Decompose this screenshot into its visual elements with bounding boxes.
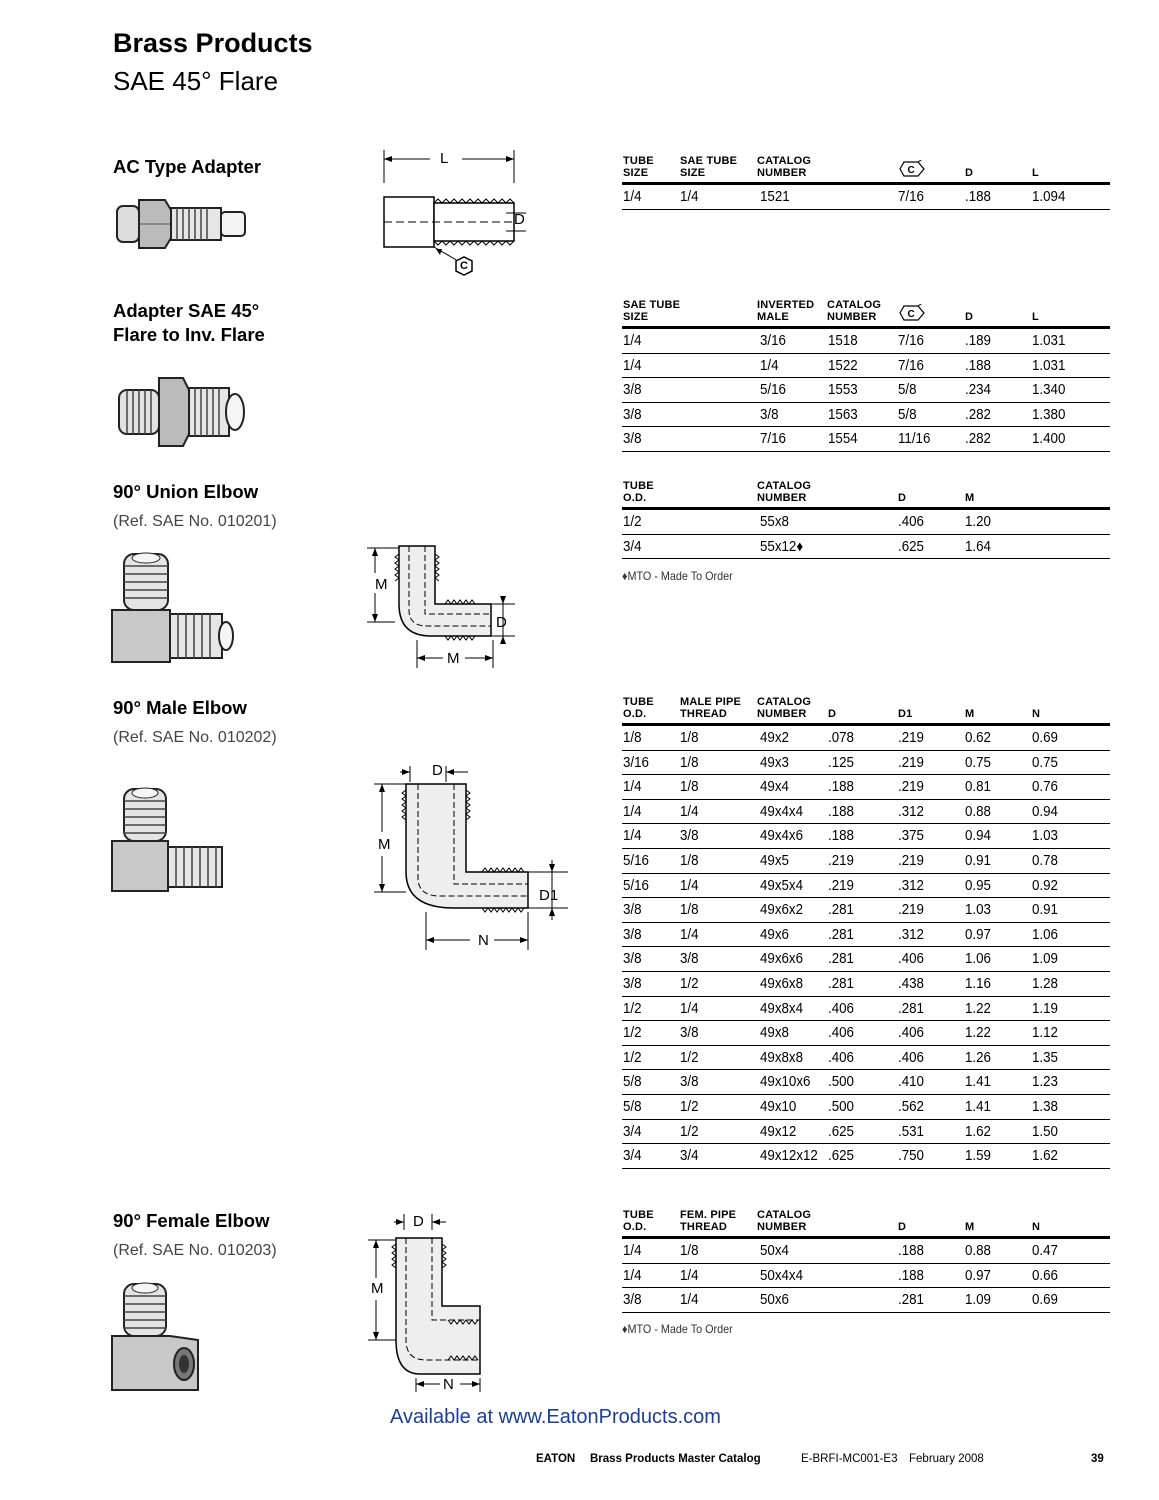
table-cell: .219 [898,852,924,869]
table-cell: 3/8 [680,1025,699,1042]
table-cell: 1/8 [623,730,642,746]
table-cell: 1.41 [965,1074,991,1091]
table-row [622,751,1110,776]
table-cell: 1/2 [680,1123,699,1140]
table-cell: 3/8 [680,951,699,968]
table-row [622,1144,1110,1169]
table-cell: 49x4 [760,779,789,796]
table-row [622,535,1110,560]
table-cell: 1/2 [623,1049,642,1066]
table-cell: 3/4 [623,1148,642,1165]
table-cell: 5/16 [623,852,649,869]
table-row [622,427,1110,452]
table-cell: 1/4 [623,357,642,374]
table-cell: 1/4 [680,877,699,894]
page-title: Brass Products [113,28,313,58]
table-cell: 50x4 [760,1243,789,1259]
table-header: TUBE O.D. FEM. PIPE THREAD CATALOG NUMBER D M N [622,1209,1110,1239]
table-cell: 1521 [760,189,790,205]
table-cell: 0.91 [965,852,991,869]
table-cell: 1.59 [965,1148,991,1165]
table-cell: 49x10 [760,1098,797,1115]
table-cell: 49x10x6 [760,1074,811,1091]
section-title-female-elbow: 90° Female Elbow [113,1210,270,1231]
table-cell: .219 [898,730,924,746]
dim-label-L: L [440,150,449,167]
inv-flare-table [622,299,1110,452]
table-cell: .219 [828,852,854,869]
table-cell: 49x5 [760,852,789,869]
table-row [622,1095,1110,1120]
table-cell: .282 [965,431,991,448]
table-cell: .406 [828,1000,854,1017]
table-cell: 1/8 [680,754,699,771]
table-cell: .189 [965,333,991,349]
section-title-ac-adapter: AC Type Adapter [113,156,262,177]
table-row [622,1288,1110,1313]
table-cell: 11/16 [898,431,931,448]
table-cell: 1/4 [760,357,779,374]
table-row [622,1021,1110,1046]
table-cell: 1554 [828,431,858,448]
table-cell: 1522 [828,357,858,374]
table-cell: .188 [828,803,854,820]
table-cell: 1553 [828,382,858,399]
table-cell: 1/8 [680,779,699,796]
table-row [622,378,1110,403]
table-cell: .406 [828,1025,854,1042]
table-cell: 0.66 [1032,1267,1058,1284]
hex-nut-icon [898,160,926,178]
table-cell: 1/4 [623,828,642,845]
section-title-union-elbow: 90° Union Elbow [113,481,259,502]
dim-label-D: D [432,762,443,779]
table-header: TUBE SIZE SAE TUBE SIZE CATALOG NUMBER C D L [622,155,1110,185]
table-cell: 1.06 [965,951,991,968]
table-cell: 1.16 [965,975,991,992]
table-row [622,1239,1110,1264]
table-cell: 55x8 [760,514,789,530]
table-cell: .500 [828,1098,854,1115]
table-cell: .282 [965,406,991,423]
table-cell: 0.81 [965,779,991,796]
table-cell: 49x5x4 [760,877,804,894]
table-cell: 1.62 [1032,1148,1058,1165]
ac-adapter-table [622,155,1110,210]
section-title-inv-flare: Adapter SAE 45° Flare to Inv. Flare [113,300,265,345]
dim-label-M: M [447,650,460,667]
female-elbow-image [108,1280,218,1395]
table-cell: 7/16 [898,189,924,205]
footer-catalog: Brass Products Master Catalog [590,1453,761,1465]
table-cell: 3/4 [623,1123,642,1140]
table-cell: 1.38 [1032,1098,1058,1115]
table-cell: 7/16 [760,431,786,448]
table-cell: 3/8 [680,1074,699,1091]
table-cell: 0.97 [965,926,991,943]
table-cell: .188 [828,828,854,845]
table-cell: 3/16 [623,754,649,771]
table-cell: 1/4 [623,779,642,796]
table-cell: 55x12♦ [760,538,804,555]
table-cell: 1/4 [623,1267,642,1284]
dim-label-D: D [496,614,507,631]
table-cell: .188 [965,189,991,205]
table-cell: 1/2 [680,975,699,992]
table-cell: 0.75 [965,754,991,771]
dim-label-M: M [375,576,388,593]
table-row [622,923,1110,948]
table-cell: .188 [828,779,854,796]
table-cell: 0.75 [1032,754,1058,771]
table-row [622,947,1110,972]
table-cell: 3/4 [623,538,642,555]
page-number: 39 [1091,1453,1104,1465]
table-row [622,997,1110,1022]
table-row [622,185,1110,210]
female-elbow-ref: (Ref. SAE No. 010203) [113,1242,277,1259]
table-cell: .375 [898,828,924,845]
table-row [622,1046,1110,1071]
footer-code: E-BRFI-MC001-E3 [801,1453,898,1465]
table-cell: 1/4 [680,189,699,205]
footer-date: February 2008 [909,1453,984,1465]
table-cell: 1.20 [965,514,991,530]
table-cell: 1/8 [680,852,699,869]
table-cell: .312 [898,926,924,943]
table-cell: 1/2 [680,1049,699,1066]
table-cell: 1/4 [680,1000,699,1017]
table-cell: 1.19 [1032,1000,1058,1017]
table-cell: 5/8 [623,1098,642,1115]
table-cell: 0.94 [1032,803,1058,820]
table-row [622,354,1110,379]
table-row [622,898,1110,923]
table-cell: 49x4x4 [760,803,804,820]
table-cell: .562 [898,1098,924,1115]
table-cell: 50x4x4 [760,1267,804,1284]
table-cell: .406 [898,951,924,968]
table-cell: 49x4x6 [760,828,804,845]
table-cell: 49x12 [760,1123,797,1140]
table-cell: .406 [898,514,924,530]
table-cell: 49x8x4 [760,1000,804,1017]
union-elbow-ref: (Ref. SAE No. 010201) [113,513,277,530]
table-cell: 1.41 [965,1098,991,1115]
table-cell: .625 [828,1148,854,1165]
table-cell: 1/2 [623,1025,642,1042]
table-cell: .188 [965,357,991,374]
dim-label-D: D [413,1213,424,1230]
table-row [622,874,1110,899]
table-cell: 1/4 [623,189,642,205]
table-cell: 1.03 [1032,828,1058,845]
table-cell: .406 [898,1025,924,1042]
table-cell: 49x6x8 [760,975,804,992]
table-cell: 1/4 [680,1292,699,1309]
table-cell: 1518 [828,333,858,349]
union-elbow-image [108,550,238,670]
dim-label-N: N [443,1376,454,1393]
table-row [622,1264,1110,1289]
table-cell: 0.95 [965,877,991,894]
table-cell: 49x6x6 [760,951,804,968]
male-elbow-diagram [370,760,570,960]
male-elbow-ref: (Ref. SAE No. 010202) [113,729,277,746]
ac-adapter-image [113,190,253,260]
table-header: TUBE O.D. MALE PIPE THREAD CATALOG NUMBER D D1 M N [622,696,1110,726]
dim-label-D: D [514,211,525,228]
table-cell: .281 [828,902,854,919]
table-cell: 0.69 [1032,730,1058,746]
table-cell: 0.88 [965,803,991,820]
table-cell: 1.23 [1032,1074,1058,1091]
table-cell: .281 [828,926,854,943]
table-cell: 3/16 [760,333,786,349]
footer-brand: EATON [536,1453,576,1465]
table-row [622,510,1110,535]
dim-label-C: C [460,260,468,272]
table-cell: 5/8 [623,1074,642,1091]
table-cell: 49x3 [760,754,789,771]
table-cell: 0.88 [965,1243,991,1259]
table-cell: .078 [828,730,854,746]
table-cell: 3/8 [623,1292,642,1309]
table-cell: 1.64 [965,538,991,555]
table-cell: .281 [828,951,854,968]
table-cell: 0.91 [1032,902,1058,919]
table-cell: .625 [898,538,924,555]
table-cell: 1.09 [1032,951,1058,968]
table-row [622,824,1110,849]
table-cell: 1/2 [623,514,642,530]
dim-label-M: M [371,1280,384,1297]
table-row [622,800,1110,825]
table-cell: 49x6x2 [760,902,804,919]
table-cell: 1.031 [1032,333,1066,349]
table-cell: 1.340 [1032,382,1066,399]
page-subtitle: SAE 45° Flare [113,66,279,96]
female-elbow-table [622,1209,1110,1336]
table-cell: 1.380 [1032,406,1066,423]
table-cell: 1/4 [680,1267,699,1284]
table-cell: .312 [898,877,924,894]
table-cell: .219 [898,779,924,796]
table-cell: 1/4 [623,1243,642,1259]
female-elbow-diagram [360,1210,500,1395]
table-cell: 1.03 [965,902,991,919]
table-row [622,849,1110,874]
table-cell: 3/8 [623,975,642,992]
table-cell: 3/8 [623,431,642,448]
table-cell: 50x6 [760,1292,789,1309]
table-cell: .188 [898,1243,924,1259]
table-cell: 3/8 [623,926,642,943]
table-cell: 1.094 [1032,189,1066,205]
table-cell: 0.69 [1032,1292,1058,1309]
table-cell: 0.94 [965,828,991,845]
table-cell: 5/8 [898,406,917,423]
table-cell: 7/16 [898,333,924,349]
table-cell: 7/16 [898,357,924,374]
table-cell: .281 [898,1000,924,1017]
union-elbow-table [622,480,1110,583]
table-cell: 3/8 [623,406,642,423]
table-cell: 0.97 [965,1267,991,1284]
table-cell: 3/8 [760,406,779,423]
male-elbow-table [622,696,1110,1169]
table-cell: 0.76 [1032,779,1058,796]
table-row [622,1120,1110,1145]
table-cell: 49x8x8 [760,1049,804,1066]
inv-flare-adapter-image [113,372,248,452]
table-cell: .219 [898,754,924,771]
table-cell: .219 [828,877,854,894]
svg-text:C: C [907,165,915,176]
table-cell: .406 [828,1049,854,1066]
table-cell: .531 [898,1123,924,1140]
table-cell: .281 [828,975,854,992]
table-cell: 0.47 [1032,1243,1058,1259]
table-cell: .438 [898,975,924,992]
table-cell: 1.50 [1032,1123,1058,1140]
table-cell: .625 [828,1123,854,1140]
table-row [622,329,1110,354]
dim-label-N: N [478,932,489,949]
table-cell: 1.62 [965,1123,991,1140]
table-cell: 5/8 [898,382,917,399]
table-cell: .750 [898,1148,924,1165]
table-cell: 1/2 [623,1000,642,1017]
table-cell: 1/8 [680,902,699,919]
table-cell: .406 [898,1049,924,1066]
table-cell: 1/8 [680,1243,699,1259]
table-cell: 1.22 [965,1000,991,1017]
table-row [622,972,1110,997]
table-cell: .281 [898,1292,924,1309]
table-cell: 1.06 [1032,926,1058,943]
table-cell: 1/4 [680,803,699,820]
table-cell: .125 [828,754,854,771]
table-cell: 0.62 [965,730,991,746]
table-row [622,403,1110,428]
table-cell: .312 [898,803,924,820]
hex-nut-icon [898,304,926,322]
table-row [622,726,1110,751]
table-cell: 1.22 [965,1025,991,1042]
dim-label-D1: D1 [539,887,559,904]
table-header: TUBE O.D. CATALOG NUMBER D M [622,480,1110,510]
table-cell: 1.031 [1032,357,1066,374]
section-title-male-elbow: 90° Male Elbow [113,697,247,718]
table-cell: 0.78 [1032,852,1058,869]
table-header: SAE TUBE SIZE INVERTED MALE CATALOG NUMBER C D L [622,299,1110,329]
table-cell: .410 [898,1074,924,1091]
table-cell: 1/2 [680,1098,699,1115]
table-row [622,775,1110,800]
table-cell: 49x6 [760,926,789,943]
mto-note: ♦MTO - Made To Order [622,569,733,583]
table-cell: .219 [898,902,924,919]
table-cell: 1/4 [623,333,642,349]
table-cell: 3/4 [680,1148,699,1165]
table-cell: 49x12x12 [760,1148,818,1165]
table-cell: 49x2 [760,730,789,746]
table-cell: .188 [898,1267,924,1284]
eaton-products-link[interactable]: Available at www.EatonProducts.com [390,1406,721,1428]
table-cell: 3/8 [680,828,699,845]
table-cell: .500 [828,1074,854,1091]
table-cell: 1/8 [680,730,699,746]
union-elbow-diagram [365,540,515,675]
table-cell: 0.92 [1032,877,1058,894]
table-cell: 49x8 [760,1025,789,1042]
mto-note: ♦MTO - Made To Order [622,1322,733,1336]
table-cell: .234 [965,382,991,399]
svg-text:C: C [907,309,915,320]
male-elbow-image [108,785,238,895]
table-cell: 1/4 [623,803,642,820]
table-cell: 1.28 [1032,975,1058,992]
table-cell: 3/8 [623,951,642,968]
table-cell: 3/8 [623,382,642,399]
table-cell: 3/8 [623,902,642,919]
dim-label-M: M [378,836,391,853]
table-cell: 1.35 [1032,1049,1058,1066]
table-cell: 1.400 [1032,431,1066,448]
table-cell: 1.09 [965,1292,991,1309]
table-cell: 1.26 [965,1049,991,1066]
table-row [622,1070,1110,1095]
ac-adapter-diagram [370,145,530,285]
table-cell: 5/16 [623,877,649,894]
table-cell: 1.12 [1032,1025,1058,1042]
table-cell: 5/16 [760,382,786,399]
table-cell: 1563 [828,406,858,423]
table-cell: 1/4 [680,926,699,943]
